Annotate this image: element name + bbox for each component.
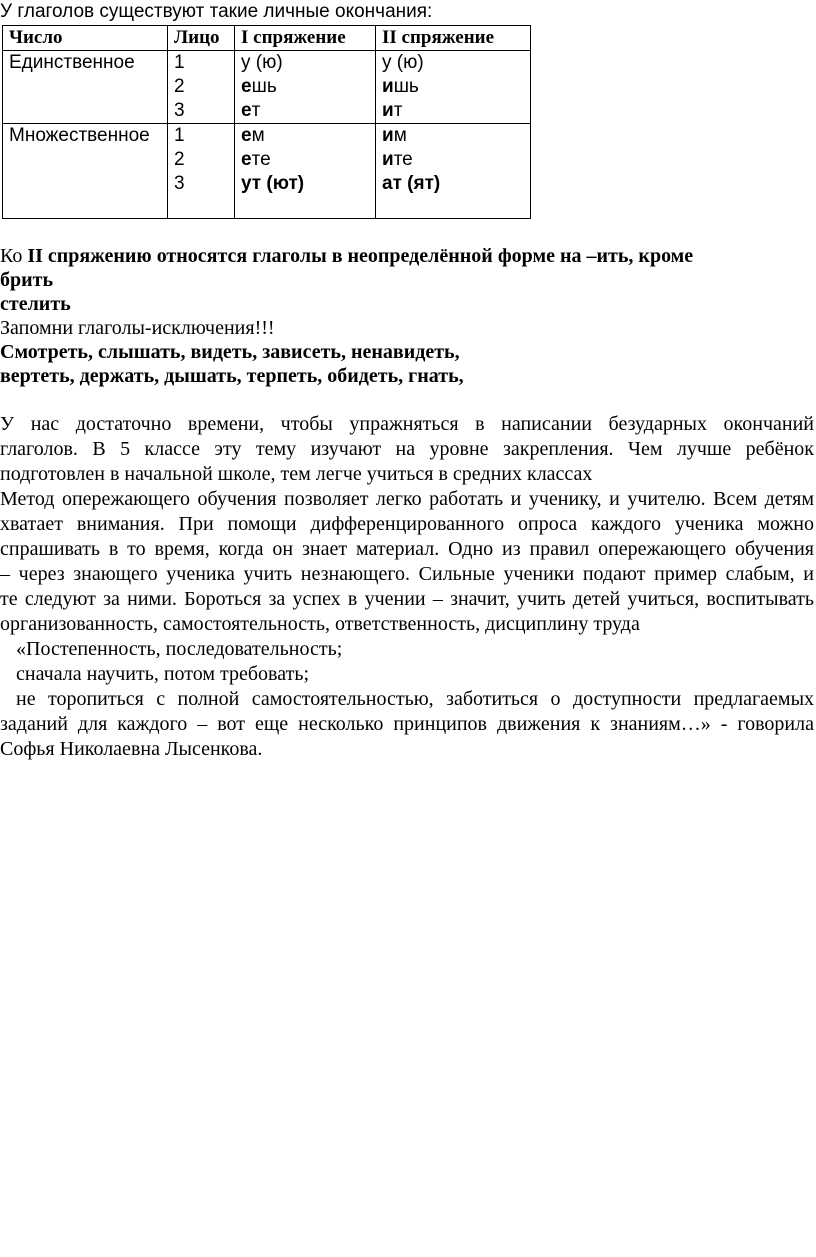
remember-heading: Запомни глаголы-исключения!!!	[0, 317, 275, 339]
body-line: спрашивать в то время, когда он знает материал. Одно из правил опережающего обучения	[0, 538, 814, 560]
person-value: 1	[174, 52, 185, 73]
exception-word: брить	[0, 269, 54, 291]
body-line: подготовлен в начальной школе, тем легче учиться в средних классах	[0, 463, 593, 485]
conj2-cell	[376, 124, 531, 219]
body-line: те следуют за ними. Бороться за успех в учении – значит, учить детей учиться, воспитывать	[0, 588, 814, 610]
ending: ите	[382, 149, 413, 170]
ending: у (ю)	[382, 52, 424, 73]
conjugation-table	[2, 25, 531, 219]
body-line: глаголов. В 5 классе эту тему изучают на уровне закрепления. Чем лучше ребёнок	[0, 438, 814, 460]
ending: ете	[241, 149, 271, 170]
body-line: хватает внимания. При помощи дифференцированного опроса каждого ученика можно	[0, 513, 814, 535]
ending: у (ю)	[241, 52, 283, 73]
ending: ут (ют)	[241, 173, 305, 194]
ending: ит	[382, 100, 403, 121]
header-number: Число	[3, 26, 168, 51]
intro-text: У глаголов существуют такие личные окончания:	[0, 1, 433, 22]
body-paragraphs	[0, 412, 814, 762]
table-header-row	[3, 26, 531, 51]
conj1-cell	[235, 124, 376, 219]
body-line: Софья Николаевна Лысенкова.	[0, 738, 263, 760]
body-line: Метод опережающего обучения позволяет легко работать и ученику, и учителю. Всем детям	[0, 488, 814, 510]
body-line: У нас достаточно времени, чтобы упражняться в написании безударных окончаний	[0, 413, 814, 435]
ending: ишь	[382, 76, 419, 97]
body-line: не торопиться с полной самостоятельностью, заботиться о доступности предлагаемых	[16, 688, 814, 710]
body-line: сначала научить, потом требовать;	[16, 663, 309, 685]
body-line: – через знающего ученика учить незнающего. Сильные ученики подают пример слабым, и	[0, 563, 814, 585]
conj2-cell	[376, 51, 531, 124]
ending: ем	[241, 125, 265, 146]
exception-word: стелить	[0, 293, 71, 315]
person-value: 2	[174, 149, 185, 170]
person-value: 2	[174, 76, 185, 97]
header-conj2: II спряжение	[376, 26, 531, 51]
ending: ешь	[241, 76, 277, 97]
person-cell	[168, 51, 235, 124]
ending: ат (ят)	[382, 173, 441, 194]
exception-list-line: вертеть, держать, дышать, терпеть, обидеть, гнать,	[0, 365, 464, 387]
body-line: организованность, самостоятельность, ответственность, дисциплину труда	[0, 613, 640, 635]
rule-line	[0, 244, 816, 268]
rule-block	[0, 244, 816, 388]
exception-list-line: Смотреть, слышать, видеть, зависеть, ненавидеть,	[0, 341, 460, 363]
ending: им	[382, 125, 407, 146]
person-cell	[168, 124, 235, 219]
table-row	[3, 124, 531, 219]
person-value: 3	[174, 100, 185, 121]
table-row	[3, 51, 531, 124]
number-cell: Множественное	[3, 124, 168, 219]
person-value: 3	[174, 173, 185, 194]
rule-prefix: Ко	[0, 245, 28, 267]
header-conj1: I спряжение	[235, 26, 376, 51]
conj1-cell	[235, 51, 376, 124]
ending: ет	[241, 100, 261, 121]
header-person: Лицо	[168, 26, 235, 51]
body-line: заданий для каждого – вот еще несколько принципов движения к знаниям…» - говорила	[0, 713, 814, 735]
body-line: «Постепенность, последовательность;	[16, 638, 343, 660]
number-cell: Единственное	[3, 51, 168, 124]
person-value: 1	[174, 125, 185, 146]
rule-text: II спряжению относятся глаголы в неопределённой форме на –ить, кроме	[27, 245, 694, 267]
